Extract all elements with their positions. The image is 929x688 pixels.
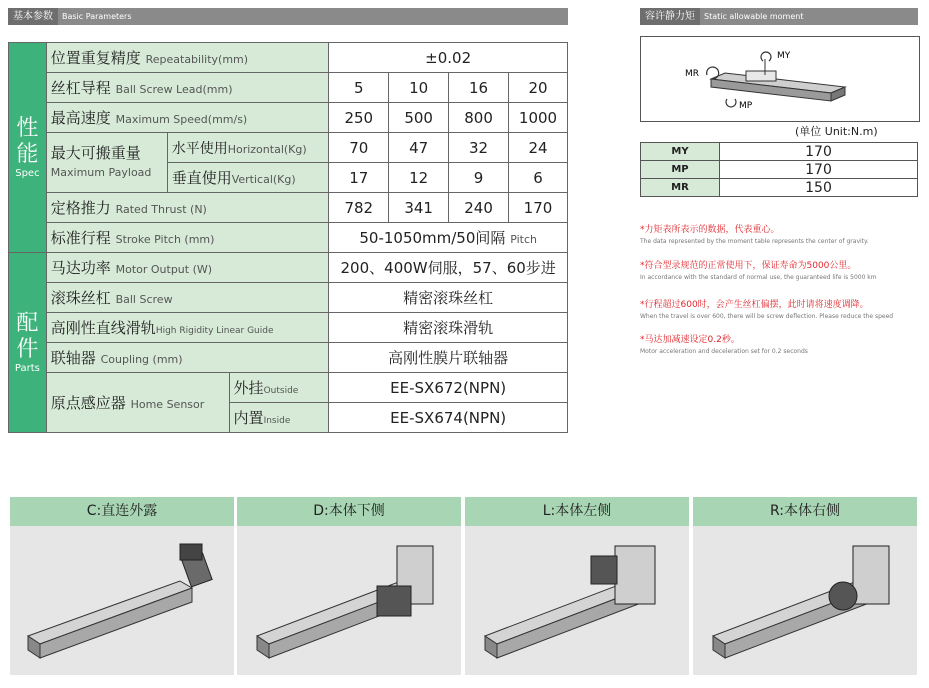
label-cn: 垂直使用 [171, 169, 232, 187]
label-cn: 最高速度 [50, 109, 111, 127]
label-en: Home Sensor [130, 398, 205, 411]
label-en: Rated Thrust (N) [115, 203, 207, 216]
table-row [9, 73, 568, 103]
label-cn: 水平使用 [171, 140, 228, 157]
spec-en: Spec [15, 167, 40, 179]
spec-cn2: 能 [16, 141, 39, 167]
lead-value: 10 [389, 73, 449, 103]
spec-section-label [9, 43, 47, 253]
note-en: Motor acceleration and deceleration set for 0.2 seconds [640, 348, 808, 355]
label-en: Coupling (mm) [100, 353, 183, 366]
payload-v-value: 17 [329, 163, 389, 193]
label-en: Stroke Pitch (mm) [115, 233, 215, 246]
label-en: Maximum Speed(mm/s) [115, 113, 248, 126]
label-cn: 外挂 [233, 379, 264, 397]
actuator-image [693, 526, 917, 675]
mp-label: MP [739, 101, 753, 111]
moment-table [640, 142, 918, 197]
table-row [9, 193, 568, 223]
table-row [9, 283, 568, 313]
guide-label [46, 313, 329, 343]
table-row [641, 161, 918, 179]
coupling-value: 高刚性膜片联轴器 [329, 343, 568, 373]
note [640, 297, 893, 320]
note [640, 258, 877, 281]
table-row [9, 253, 568, 283]
label-cn: 内置 [233, 409, 264, 427]
table-row [9, 103, 568, 133]
my-label: MY [777, 51, 791, 61]
thrust-value: 341 [389, 193, 449, 223]
payload-h-value: 24 [509, 133, 568, 163]
guide-value: 精密滚珠滑轨 [329, 313, 568, 343]
payload-h-value: 32 [449, 133, 509, 163]
repeatability-value: ±0.02 [329, 43, 568, 73]
label-cn: 丝杠导程 [50, 79, 111, 97]
label-cn: 马达功率 [50, 259, 111, 277]
label-cn: 滚珠丝杠 [50, 289, 111, 307]
label-en: Motor Output (W) [115, 263, 213, 276]
panel-title: L:本体左侧 [465, 497, 689, 526]
panel-title: R:本体右侧 [693, 497, 917, 526]
mount-panel-r [693, 497, 917, 675]
moment-header-en: Static allowable moment [704, 12, 804, 21]
spec-cn1: 性 [16, 115, 39, 141]
stroke-value-text: 50-1050mm/50间隔 [359, 229, 506, 247]
screw-label [46, 283, 329, 313]
thrust-value: 782 [329, 193, 389, 223]
sensor-inside-value: EE-SX674(NPN) [329, 403, 568, 433]
lead-value: 5 [329, 73, 389, 103]
thrust-label [46, 193, 329, 223]
speed-label [46, 103, 329, 133]
table-row [641, 179, 918, 197]
label-cn: 位置重复精度 [50, 49, 141, 67]
parts-section-label [9, 253, 47, 433]
motor-value: 200、400W伺服，57、60步进 [329, 253, 568, 283]
motor-label [46, 253, 329, 283]
moment-value: 170 [720, 143, 918, 161]
label-cn: 高刚性直线滑轨 [50, 319, 156, 337]
moment-key: MY [641, 143, 720, 161]
basic-header-cn: 基本参数 [8, 8, 58, 25]
label-en: Outside [263, 386, 299, 396]
table-row [9, 343, 568, 373]
speed-value: 500 [389, 103, 449, 133]
stroke-value-en: Pitch [510, 233, 537, 246]
note-cn: *力矩表所表示的数据，代表重心。 [640, 225, 780, 235]
horizontal-label [167, 133, 329, 163]
label-en: Horizontal(Kg) [227, 142, 307, 156]
moment-key: MP [641, 161, 720, 179]
note-en: In accordance with the standard of normal use, the guaranteed life is 5000 km [640, 274, 877, 281]
stroke-value [329, 223, 568, 253]
label-en: High Rigidity Linear Guide [155, 326, 274, 336]
note-cn: *符合型录规范的正常使用下，保证寿命为5000公里。 [640, 261, 857, 271]
screw-value: 精密滚珠丝杠 [329, 283, 568, 313]
moment-header-cn: 容许静力矩 [640, 8, 700, 25]
stroke-label [46, 223, 329, 253]
unit-label: (单位 Unit:N.m) [795, 125, 878, 138]
moment-value: 170 [720, 161, 918, 179]
vertical-label [167, 163, 329, 193]
payload-v-value: 6 [509, 163, 568, 193]
label-en: Maximum Payload [50, 165, 152, 179]
mount-panel-l [465, 497, 689, 675]
sensor-label [46, 373, 229, 433]
moment-key: MR [641, 179, 720, 197]
actuator-image [465, 526, 689, 675]
actuator-moment-icon [641, 37, 919, 121]
speed-value: 1000 [509, 103, 568, 133]
label-en: Ball Screw Lead(mm) [115, 83, 233, 96]
parts-cn2: 件 [16, 336, 39, 362]
note [640, 332, 808, 355]
thrust-value: 240 [449, 193, 509, 223]
parts-en: Parts [14, 362, 40, 374]
label-en: Ball Screw [115, 293, 173, 306]
moment-diagram [640, 36, 920, 122]
payload-h-value: 70 [329, 133, 389, 163]
table-row [9, 313, 568, 343]
label-cn: 最大可搬重量 [50, 143, 141, 162]
thrust-value: 170 [509, 193, 568, 223]
note-cn: *马达加减速设定0.2秒。 [640, 335, 740, 345]
panel-title: D:本体下侧 [237, 497, 461, 526]
label-cn: 定格推力 [50, 199, 111, 217]
coupling-label [46, 343, 329, 373]
payload-v-value: 12 [389, 163, 449, 193]
label-en: Inside [263, 416, 291, 426]
table-row [9, 223, 568, 253]
table-row [9, 373, 568, 403]
panel-title: C:直连外露 [10, 497, 234, 526]
label-en: Vertical(Kg) [231, 173, 296, 186]
note-en: When the travel is over 600, there will be screw deflection. Please reduce the speed [640, 313, 894, 320]
table-row [9, 43, 568, 73]
moment-value: 150 [720, 179, 918, 197]
note-en: The data represented by the moment table represents the center of gravity. [640, 238, 869, 245]
mr-label: MR [685, 69, 700, 79]
payload-h-value: 47 [389, 133, 449, 163]
mount-panel-c [10, 497, 234, 675]
repeatability-label [46, 43, 329, 73]
speed-value: 800 [449, 103, 509, 133]
mount-panel-d [237, 497, 461, 675]
payload-label [46, 133, 167, 193]
label-cn: 标准行程 [50, 229, 111, 247]
moment-header [640, 8, 918, 25]
sensor-outside-label [229, 373, 329, 403]
lead-value: 20 [509, 73, 568, 103]
basic-header-en: Basic Parameters [62, 12, 132, 21]
parts-cn1: 配 [16, 310, 39, 336]
note [640, 222, 869, 245]
label-cn: 原点感应器 [50, 394, 126, 412]
table-row [641, 143, 918, 161]
label-en: Repeatability(mm) [145, 53, 249, 66]
speed-value: 250 [329, 103, 389, 133]
lead-value: 16 [449, 73, 509, 103]
actuator-image [237, 526, 461, 675]
note-cn: *行程超过600时，会产生丝杠偏摆，此时请将速度调降。 [640, 300, 869, 310]
sensor-outside-value: EE-SX672(NPN) [329, 373, 568, 403]
basic-parameters-header [8, 8, 568, 25]
label-cn: 联轴器 [50, 349, 96, 367]
spec-table [8, 42, 568, 433]
actuator-image [10, 526, 234, 675]
sensor-inside-label [229, 403, 329, 433]
payload-v-value: 9 [449, 163, 509, 193]
lead-label [46, 73, 329, 103]
table-row [9, 133, 568, 163]
